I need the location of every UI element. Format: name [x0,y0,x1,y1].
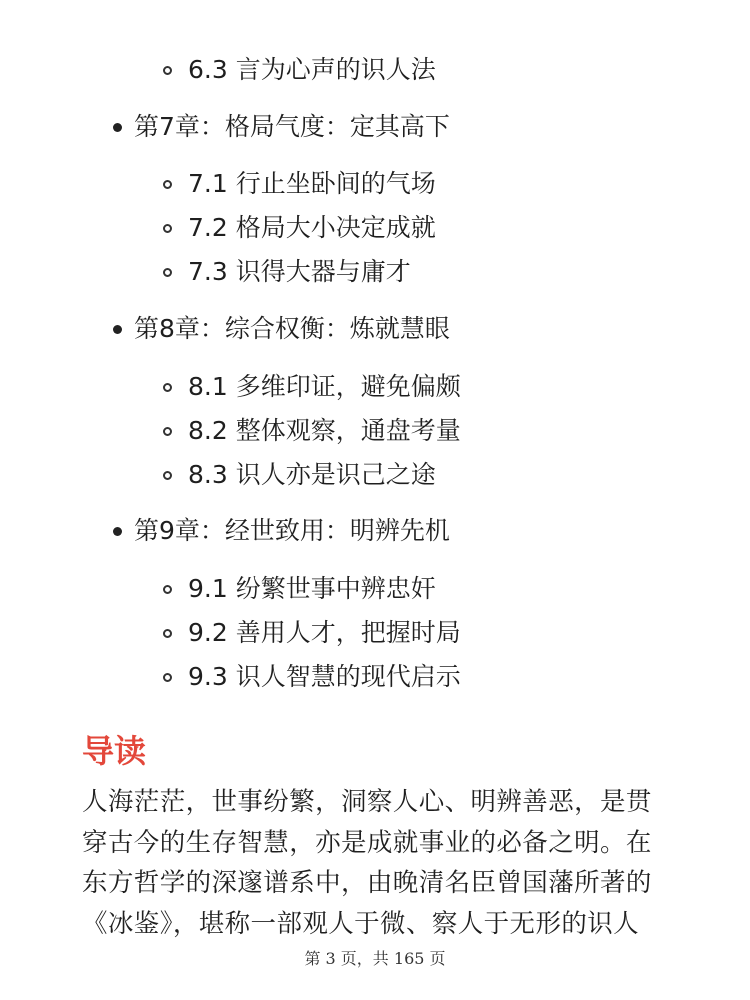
toc-chapter[interactable]: 第7章：格局气度：定其高下 [134,112,450,141]
circle-bullet-icon [163,427,172,436]
toc-subsection[interactable]: 8.2 整体观察，通盘考量 [188,416,461,445]
circle-bullet-icon [163,585,172,594]
circle-bullet-icon [163,383,172,392]
toc-subsection[interactable]: 7.3 识得大器与庸才 [188,257,411,286]
disc-bullet-icon [113,123,122,132]
circle-bullet-icon [163,629,172,638]
circle-bullet-icon [163,224,172,233]
paragraph-line: 穿古今的生存智慧，亦是成就事业的必备之明。在 [82,827,652,858]
toc-subsection[interactable]: 7.2 格局大小决定成就 [188,213,436,242]
circle-bullet-icon [163,66,172,75]
paragraph-line: 《冰鉴》，堪称一部观人于微、察人于无形的识人 [82,908,640,939]
toc-subsection[interactable]: 6.3 言为心声的识人法 [188,55,436,84]
paragraph-line: 人海茫茫，世事纷繁，洞察人心、明辨善恶，是贯 [82,787,652,817]
page-footer: 第 3 页，共 165 页 [304,949,446,968]
circle-bullet-icon [163,180,172,189]
section-heading: 导读 [82,732,147,770]
toc-chapter[interactable]: 第9章：经世致用：明辨先机 [134,516,450,545]
circle-bullet-icon [163,673,172,682]
toc-subsection[interactable]: 9.1 纷繁世事中辨忠奸 [188,574,436,603]
paragraph-line: 东方哲学的深邃谱系中，由晚清名臣曾国藩所著的 [82,868,652,898]
toc-chapter[interactable]: 第8章：综合权衡：炼就慧眼 [134,314,450,343]
toc-subsection[interactable]: 8.3 识人亦是识己之途 [188,460,436,489]
toc-subsection[interactable]: 7.1 行止坐卧间的气场 [188,169,436,198]
circle-bullet-icon [163,471,172,480]
intro-paragraph [82,782,672,944]
disc-bullet-icon [113,527,122,536]
toc-subsection[interactable]: 8.1 多维印证，避免偏颇 [188,372,461,401]
disc-bullet-icon [113,325,122,334]
toc-subsection[interactable]: 9.2 善用人才，把握时局 [188,618,461,647]
toc-subsection[interactable]: 9.3 识人智慧的现代启示 [188,662,461,691]
circle-bullet-icon [163,268,172,277]
